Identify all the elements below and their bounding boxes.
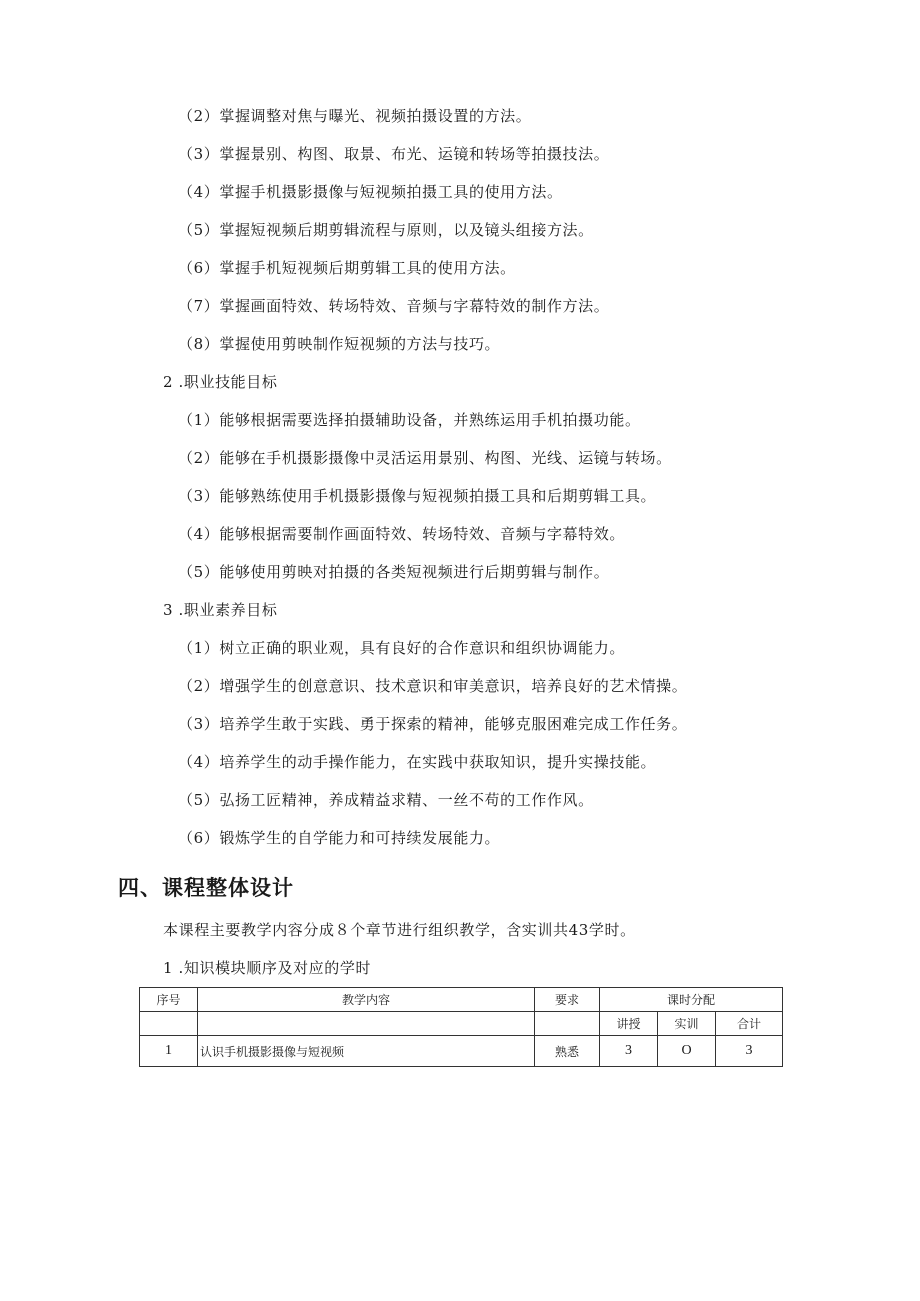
header-content: 教学内容 (198, 988, 535, 1012)
row-requirement: 熟悉 (535, 1036, 600, 1067)
header-content-cont (198, 1012, 535, 1036)
row-practice: O (658, 1036, 716, 1067)
skill-goal-3: （3）能够熟练使用手机摄影摄像与短视频拍摄工具和后期剪辑工具。 (178, 487, 657, 505)
section-title: 四、课程整体设计 (118, 876, 294, 900)
row-content: 认识手机摄影摄像与短视频 (198, 1036, 535, 1067)
knowledge-goal-3: （3）掌握景别、构图、取景、布光、运镜和转场等拍摄技法。 (178, 145, 610, 163)
quality-goal-6: （6）锻炼学生的自学能力和可持续发展能力。 (178, 829, 501, 847)
quality-goal-4: （4）培养学生的动手操作能力，在实践中获取知识，提升实操技能。 (178, 753, 657, 771)
row-lecture: 3 (600, 1036, 658, 1067)
table-row (140, 1036, 783, 1067)
quality-goal-5: （5）弘扬工匠精神，养成精益求精、一丝不苟的工作作风。 (178, 791, 594, 809)
table-subheader-row (140, 1012, 783, 1036)
skill-goal-2: （2）能够在手机摄影摄像中灵活运用景别、构图、光线、运镜与转场。 (178, 449, 672, 467)
knowledge-goal-2: （2）掌握调整对焦与曝光、视频拍摄设置的方法。 (178, 107, 532, 125)
knowledge-goal-4: （4）掌握手机摄影摄像与短视频拍摄工具的使用方法。 (178, 183, 563, 201)
course-hours-table (139, 987, 783, 1067)
quality-goal-1: （1）树立正确的职业观，具有良好的合作意识和组织协调能力。 (178, 639, 625, 657)
table-header-row (140, 988, 783, 1012)
quality-goal-3: （3）培养学生敢于实践、勇于探索的精神，能够克服困难完成工作任务。 (178, 715, 688, 733)
skill-goal-4: （4）能够根据需要制作画面特效、转场特效、音频与字幕特效。 (178, 525, 625, 543)
knowledge-goal-6: （6）掌握手机短视频后期剪辑工具的使用方法。 (178, 259, 516, 277)
quality-goal-2: （2）增强学生的创意意识、技术意识和审美意识，培养良好的艺术情操。 (178, 677, 688, 695)
knowledge-goal-7: （7）掌握画面特效、转场特效、音频与字幕特效的制作方法。 (178, 297, 610, 315)
knowledge-goal-8: （8）掌握使用剪映制作短视频的方法与技巧。 (178, 335, 501, 353)
skill-goals-heading: 2 .职业技能目标 (163, 373, 278, 391)
section-intro: 本课程主要教学内容分成８个章节进行组织教学，含实训共43学时。 (163, 921, 636, 939)
quality-goals-heading: 3 .职业素养目标 (163, 601, 278, 619)
header-requirement: 要求 (535, 988, 600, 1012)
header-requirement-cont (535, 1012, 600, 1036)
header-total: 合计 (716, 1012, 783, 1036)
skill-goal-5: （5）能够使用剪映对拍摄的各类短视频进行后期剪辑与制作。 (178, 563, 610, 581)
knowledge-goal-5: （5）掌握短视频后期剪辑流程与原则，以及镜头组接方法。 (178, 221, 594, 239)
header-lecture: 讲授 (600, 1012, 658, 1036)
header-practice: 实训 (658, 1012, 716, 1036)
header-hours: 课时分配 (600, 988, 783, 1012)
header-seq-cont (140, 1012, 198, 1036)
skill-goal-1: （1）能够根据需要选择拍摄辅助设备，并熟练运用手机拍摄功能。 (178, 411, 641, 429)
row-seq: 1 (140, 1036, 198, 1067)
header-seq: 序号 (140, 988, 198, 1012)
row-total: 3 (716, 1036, 783, 1067)
table-caption: 1 .知识模块顺序及对应的学时 (163, 959, 372, 977)
